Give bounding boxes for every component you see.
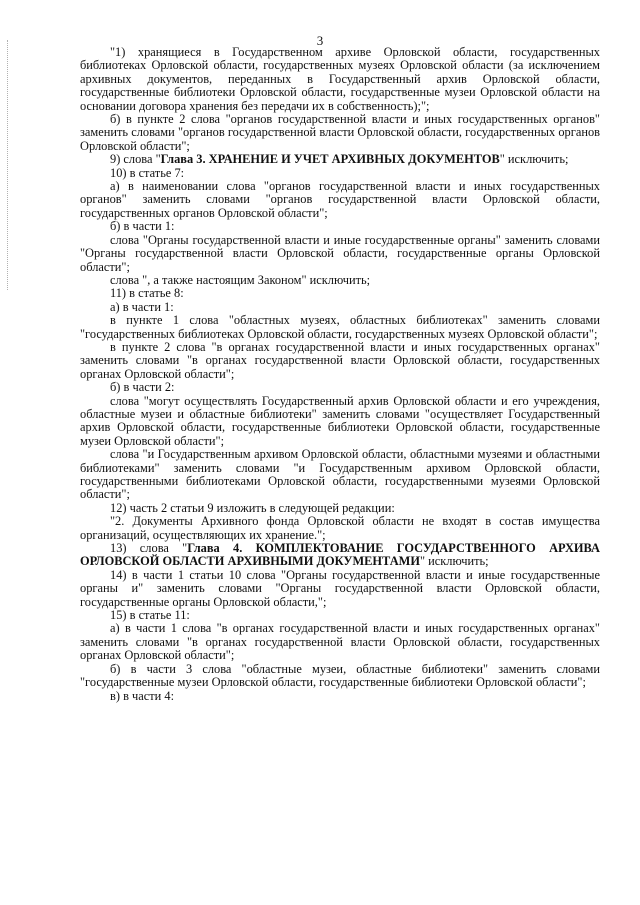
document-body [80,46,600,703]
paragraph [80,220,600,233]
paragraph-text: 14) в части 1 статьи 10 слова "Органы государственной власти и иные государственные органы и" заменить словами "Органы государственной власти Орловской области, государственные органы Орловской области,"; [80,567,600,609]
paragraph-text: а) в части 1: [110,299,174,314]
paragraph-text: а) в наименовании слова "органов государственной власти и иных государственных органов" заменить словами "органов государственной власти Орловской области, государственных органов Орловской области"; [80,179,600,220]
scan-margin-marks [7,40,11,290]
paragraph [80,274,600,287]
paragraph [80,314,600,341]
paragraph [80,395,600,449]
paragraph-text: 10) в статье 7: [110,165,185,180]
paragraph-text: "1) хранящиеся в Государственном архиве Орловской области, государственных библиотеках Орловской области, государственных музеях Орловской области (за исключением архивных документов, переданных в Государственный архив Орловской области, государственные библиотеки Орловской области, государственные музеи Орловской области на основании договора хранения без передачи их в собственность);"; [80,45,600,113]
paragraph [80,167,600,180]
paragraph-text: б) в части 2: [110,380,175,395]
paragraph-text: 12) часть 2 статьи 9 изложить в следующей редакции: [110,500,395,515]
bold-heading-text: Глава 3. ХРАНЕНИЕ И УЧЕТ АРХИВНЫХ ДОКУМЕНТОВ [160,152,500,167]
paragraph [80,542,600,569]
paragraph-text: 9) слова " [110,152,161,167]
paragraph [80,287,600,300]
paragraph-text: слова "могут осуществлять Государственный архив Орловской области и его учреждения, областные музеи и областные библиотеки" заменить словами "осуществляет Государственный архив Орловской области, государственные библиотеки Орловской области, государственные музеи Орловской области"; [80,393,600,448]
paragraph-text: б) в части 3 слова "областные музеи, областные библиотеки" заменить словами "государственные музеи Орловской области, государственные библиотеки Орловской области"; [80,661,600,690]
paragraph-text: слова "Органы государственной власти и иные государственные органы" заменить словами "Органы государственной власти Орловской области, государственные органы Орловской области"; [80,232,600,274]
bold-heading-text: Глава 4. КОМПЛЕКТОВАНИЕ ГОСУДАРСТВЕННОГО АРХИВА ОРЛОВСКОЙ ОБЛАСТИ АРХИВНЫМИ ДОКУМЕНТАМИ [80,541,600,569]
paragraph-text: слова "и Государственным архивом Орловской области, областными музеями и областными библиотеками" заменить словами "и Государственным архивом Орловской области, государственными библиотеками Орловской области, государственными музеями Орловской области"; [80,447,600,502]
paragraph [80,341,600,381]
paragraph-text: 15) в статье 11: [110,608,190,623]
paragraph [80,234,600,274]
paragraph [80,153,600,166]
page-number: 3 [316,33,324,48]
paragraph [80,381,600,394]
paragraph [80,180,600,220]
paragraph [80,502,600,515]
paragraph-text: а) в части 1 слова "в органах государственной власти и иных государственных органах" заменить словами "в органах государственной власти Орловской области, государственных органах Орловской области"; [80,621,600,663]
paragraph [80,663,600,690]
paragraph-text: 13) слова " [110,541,188,556]
paragraph [80,301,600,314]
paragraph [80,622,600,662]
paragraph-text: б) в пункте 2 слова "органов государственной власти и иных государственных органов" заменить словами "органов государственной власти Орловской области, государственных органов Орловской области"; [80,112,600,153]
paragraph [80,113,600,153]
paragraph-text: в пункте 2 слова "в органах государственной власти и иных государственных органах" заменить словами "в органах государственной власти Орловской области, государственных органах Орловской области"; [80,339,600,381]
paragraph [80,569,600,609]
paragraph [80,609,600,622]
paragraph-text: " исключить; [419,554,489,569]
paragraph [80,448,600,502]
paragraph [80,46,600,113]
paragraph-text: 11) в статье 8: [110,286,184,301]
paragraph [80,690,600,703]
paragraph-text: слова ", а также настоящим Законом" исключить; [110,272,371,287]
paragraph-text: " исключить; [499,152,569,167]
paragraph-text: "2. Документы Архивного фонда Орловской области не входят в состав имущества организаций, осуществляющих их хранение."; [80,514,600,542]
paragraph-text: в) в части 4: [110,688,175,703]
paragraph-text: б) в части 1: [110,219,175,234]
paragraph-text: в пункте 1 слова "областных музеях, областных библиотеках" заменить словами "государственных библиотеках Орловской области, государственных музеях Орловской области"; [80,313,600,341]
paragraph [80,515,600,542]
